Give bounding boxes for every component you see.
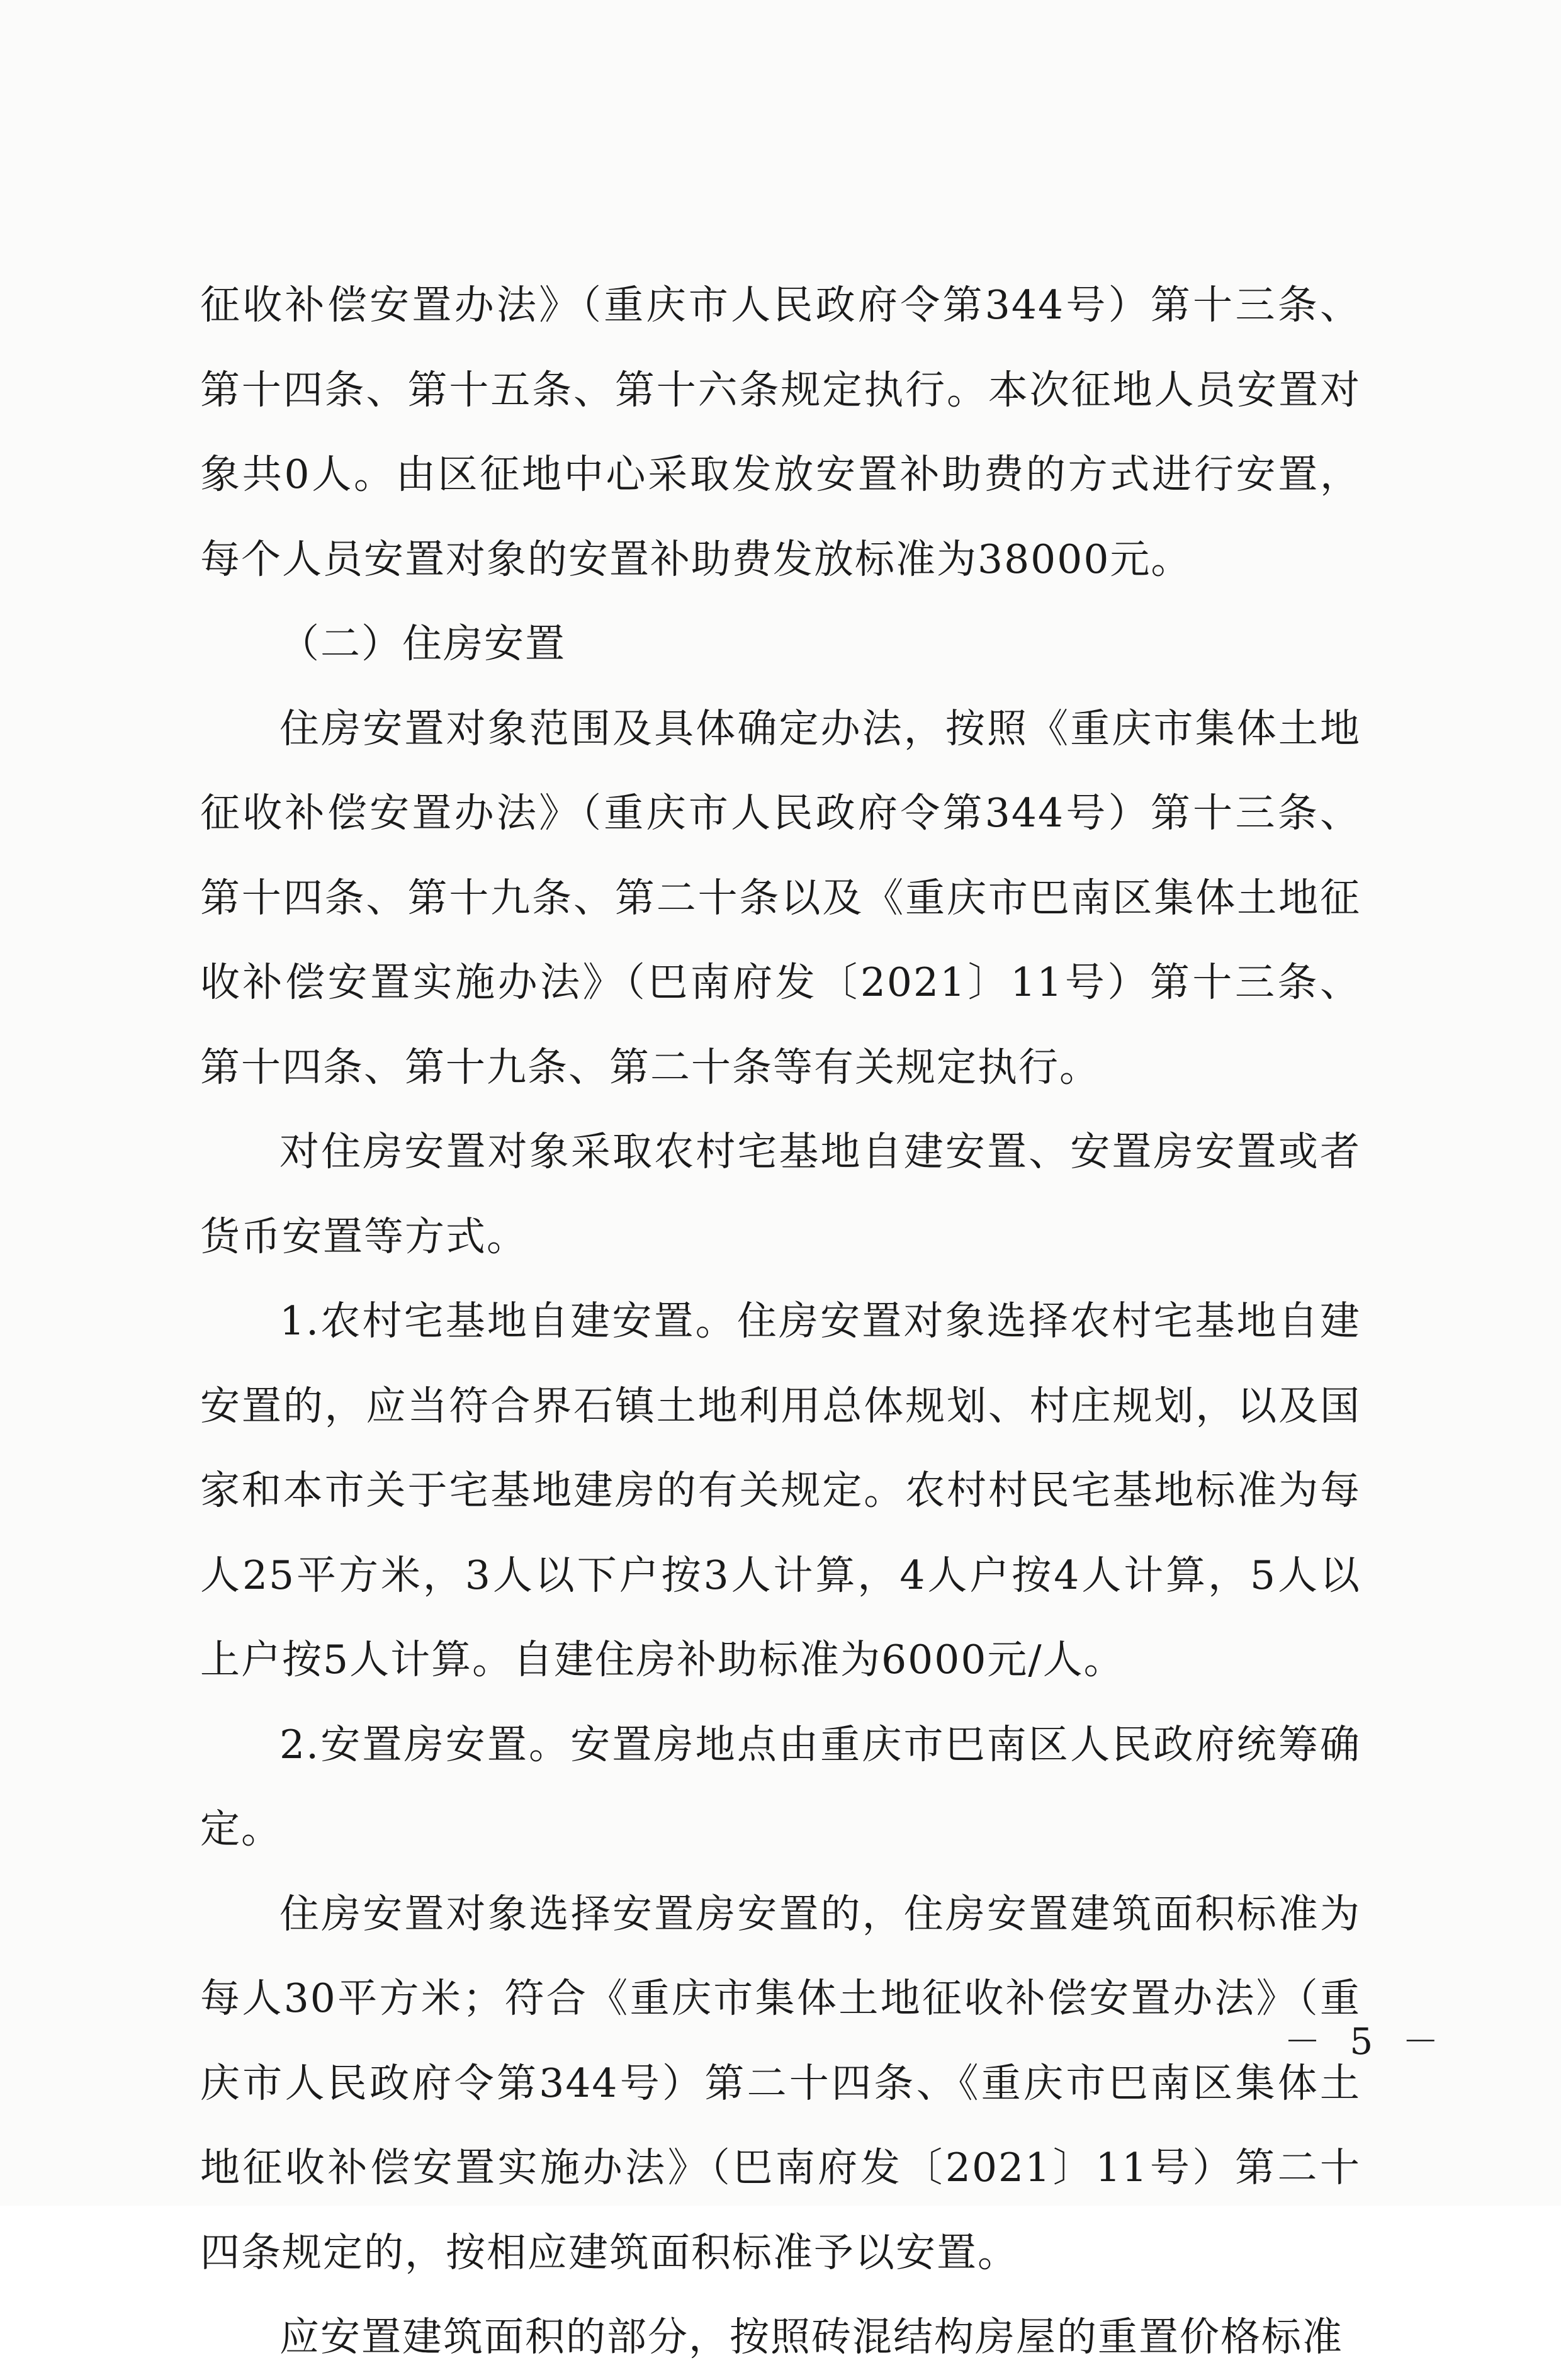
paragraph-continuation: 征收补偿安置办法》（重庆市人民政府令第344号）第十三条、第十四条、第十五条、第十六条规定执行。本次征地人员安置对象共0人。由区征地中心采取发放安置补助费的方式进行安置，每个人员安置对象的安置补助费发放标准为38000元。 xyxy=(200,282,1361,582)
page-number: － 5 － xyxy=(1284,2020,1448,2063)
paragraph-housing-scope: 住房安置对象范围及具体确定办法，按照《重庆市集体土地征收补偿安置办法》（重庆市人民政府令第344号）第十三条、第十四条、第十九条、第二十条以及《重庆市巴南区集体土地征收补偿安置实施办法》（巴南府发〔2021〕11号）第十三条、第十四条、第十九条、第二十条等有关规定执行。 xyxy=(200,705,1361,1090)
paragraph-resettlement-housing: 2.安置房安置。安置房地点由重庆市巴南区人民政府统筹确定。 xyxy=(200,1721,1361,1852)
paragraph-housing-methods: 对住房安置对象采取农村宅基地自建安置、安置房安置或者货币安置等方式。 xyxy=(200,1129,1361,1260)
paragraph-price-standard: 应安置建筑面积的部分，按照砖混结构房屋的重置价格标准 xyxy=(279,2314,1343,2360)
paragraph-self-build: 1.农村宅基地自建安置。住房安置对象选择农村宅基地自建安置的，应当符合界石镇土地利用总体规划、村庄规划，以及国家和本市关于宅基地建房的有关规定。农村村民宅基地标准为每人25平方米，3人以下户按3人计算，4人户按4人计算，5人以上户按5人计算。自建住房补助标准为6000元/人。 xyxy=(200,1298,1361,1683)
paragraph-area-standard: 住房安置对象选择安置房安置的，住房安置建筑面积标准为每人30平方米；符合《重庆市集体土地征收补偿安置办法》（重庆市人民政府令第344号）第二十四条、《重庆市巴南区集体土地征收补偿安置实施办法》（巴南府发〔2021〕11号）第二十四条规定的，按相应建筑面积标准予以安置。 xyxy=(200,1890,1361,2276)
document-body xyxy=(200,263,1361,2380)
section-heading-housing: （二）住房安置 xyxy=(279,621,566,667)
